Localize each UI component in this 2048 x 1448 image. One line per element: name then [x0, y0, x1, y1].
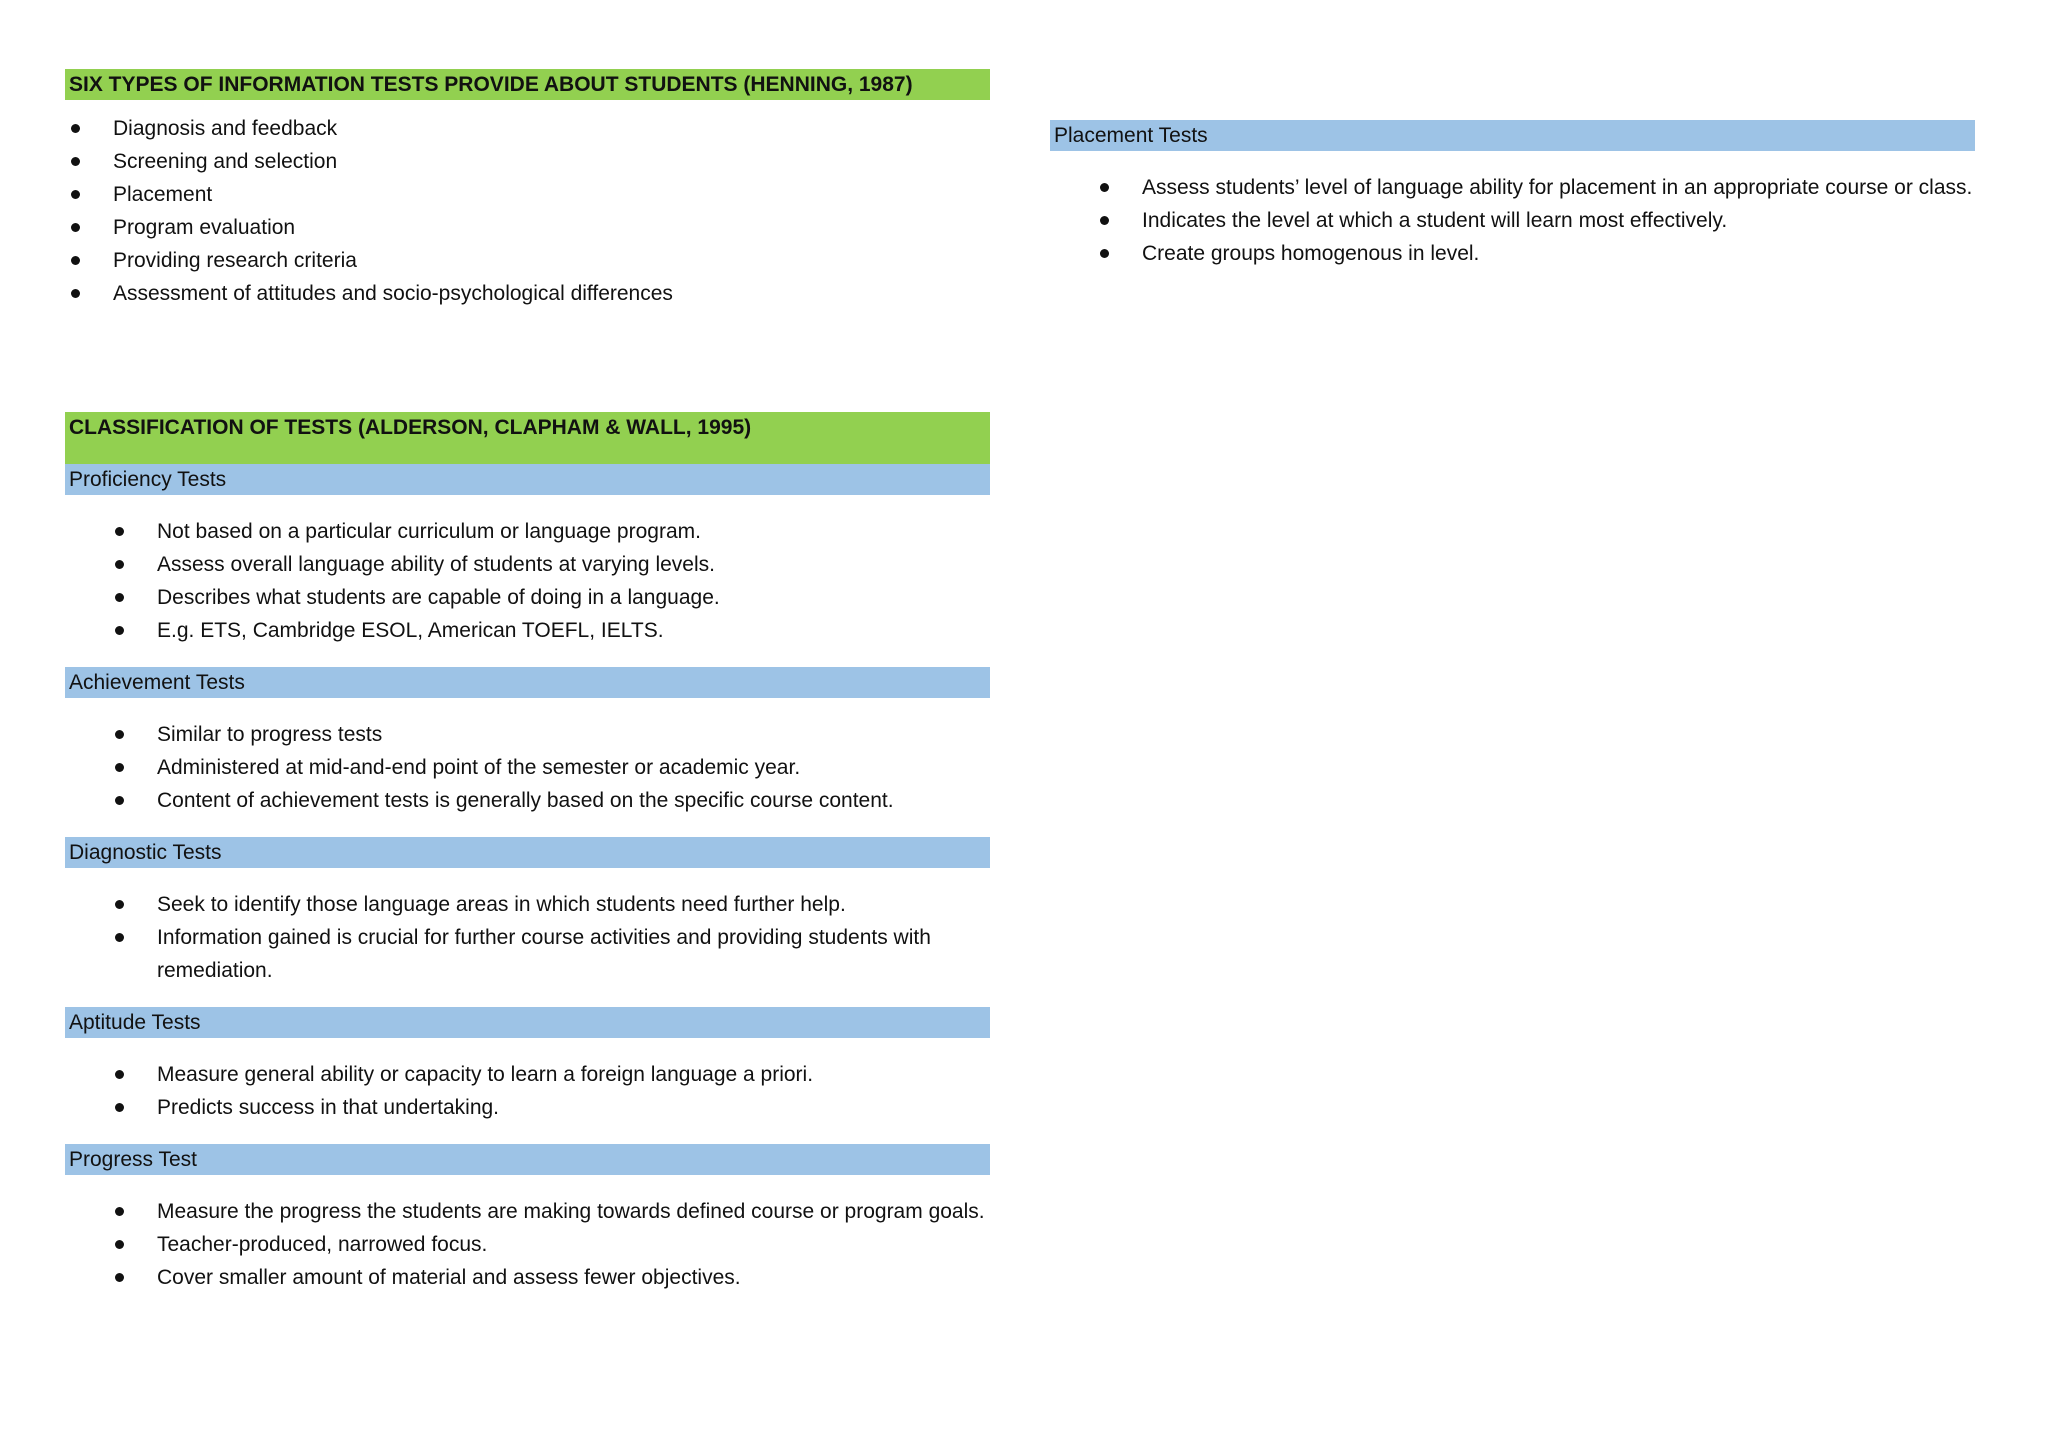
list-item: Placement	[113, 178, 990, 211]
list-item: Similar to progress tests	[157, 718, 990, 751]
section-title: Aptitude Tests	[65, 1007, 990, 1038]
section-list	[65, 888, 990, 987]
list-item: Not based on a particular curriculum or language program.	[157, 515, 990, 548]
list-item: Program evaluation	[113, 211, 990, 244]
six-types-list	[65, 112, 990, 310]
placement-tests-title: Placement Tests	[1050, 120, 1975, 151]
list-item: Administered at mid-and-end point of the semester or academic year.	[157, 751, 990, 784]
list-item: Providing research criteria	[113, 244, 990, 277]
section-achievement	[65, 667, 990, 817]
section-proficiency	[65, 464, 990, 647]
placement-list	[1050, 171, 1975, 270]
section-aptitude	[65, 1007, 990, 1124]
section-title: Achievement Tests	[65, 667, 990, 698]
list-item: Diagnosis and feedback	[113, 112, 990, 145]
list-item: Measure the progress the students are making towards defined course or program goals.	[157, 1195, 990, 1228]
right-column	[1050, 120, 1975, 290]
section-title: Progress Test	[65, 1144, 990, 1175]
section-progress	[65, 1144, 990, 1294]
section-title: Proficiency Tests	[65, 464, 990, 495]
list-item: Cover smaller amount of material and assess fewer objectives.	[157, 1261, 990, 1294]
list-item: Assess overall language ability of students at varying levels.	[157, 548, 990, 581]
section-list	[65, 1058, 990, 1124]
list-item: Describes what students are capable of doing in a language.	[157, 581, 990, 614]
section-diagnostic	[65, 837, 990, 987]
classification-heading: CLASSIFICATION OF TESTS (ALDERSON, CLAPHAM & WALL, 1995)	[65, 412, 990, 464]
left-column	[65, 69, 990, 1314]
list-item: Content of achievement tests is generally based on the specific course content.	[157, 784, 990, 817]
list-item: Indicates the level at which a student will learn most effectively.	[1142, 204, 1975, 237]
list-item: Assess students’ level of language ability for placement in an appropriate course or class.	[1142, 171, 1975, 204]
section-list	[65, 718, 990, 817]
section-list	[65, 1195, 990, 1294]
section-list	[65, 515, 990, 647]
list-item: Measure general ability or capacity to learn a foreign language a priori.	[157, 1058, 990, 1091]
list-item: Teacher-produced, narrowed focus.	[157, 1228, 990, 1261]
section-title: Diagnostic Tests	[65, 837, 990, 868]
list-item: E.g. ETS, Cambridge ESOL, American TOEFL, IELTS.	[157, 614, 990, 647]
six-types-heading: SIX TYPES OF INFORMATION TESTS PROVIDE ABOUT STUDENTS (HENNING, 1987)	[65, 69, 990, 100]
list-item: Information gained is crucial for further course activities and providing students with remediation.	[157, 921, 990, 987]
list-item: Assessment of attitudes and socio-psychological differences	[113, 277, 990, 310]
list-item: Screening and selection	[113, 145, 990, 178]
list-item: Create groups homogenous in level.	[1142, 237, 1975, 270]
list-item: Seek to identify those language areas in which students need further help.	[157, 888, 990, 921]
list-item: Predicts success in that undertaking.	[157, 1091, 990, 1124]
